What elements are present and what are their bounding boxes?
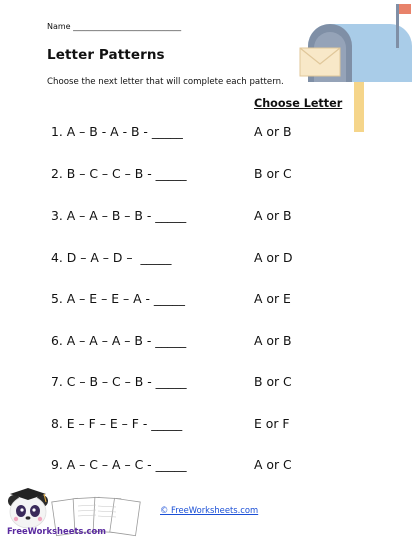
problem-pattern: 7. C – B – C – B - _____	[51, 374, 187, 389]
instructions-text: Choose the next letter that will complete each pattern.	[47, 77, 284, 87]
choose-letter-header: Choose Letter	[254, 97, 343, 110]
problem-pattern: 1. A – B - A - B - _____	[51, 124, 183, 139]
problem-choice: A or B	[254, 124, 292, 139]
footer-link[interactable]: © FreeWorksheets.com	[160, 505, 259, 515]
problem-pattern: 4. D – A – D – _____	[51, 250, 172, 265]
page-title: Letter Patterns	[47, 47, 165, 63]
problem-choice: A or B	[254, 208, 292, 223]
problem-choice: A or C	[254, 457, 292, 472]
problem-choice: A or E	[254, 291, 291, 306]
name-label-text: Name ___________________________	[47, 22, 182, 31]
problem-choice: B or C	[254, 166, 292, 181]
problem-choice: B or C	[254, 374, 292, 389]
problem-pattern: 3. A – A – B – B - _____	[51, 208, 187, 223]
name-label	[47, 22, 181, 31]
problem-pattern: 9. A – C – A – C - _____	[51, 457, 187, 472]
problem-choice: A or B	[254, 333, 292, 348]
problem-choice: A or D	[254, 250, 293, 265]
problem-pattern: 6. A – A – A – B - _____	[51, 333, 187, 348]
mailbox-icon	[296, 0, 416, 132]
footer-brand: FreeWorksheets.com	[7, 526, 106, 536]
problem-pattern: 5. A – E – E – A - _____	[51, 291, 185, 306]
problem-pattern: 8. E – F – E – F - _____	[51, 416, 183, 431]
problem-choice: E or F	[254, 416, 290, 431]
problem-pattern: 2. B – C – C – B - _____	[51, 166, 187, 181]
